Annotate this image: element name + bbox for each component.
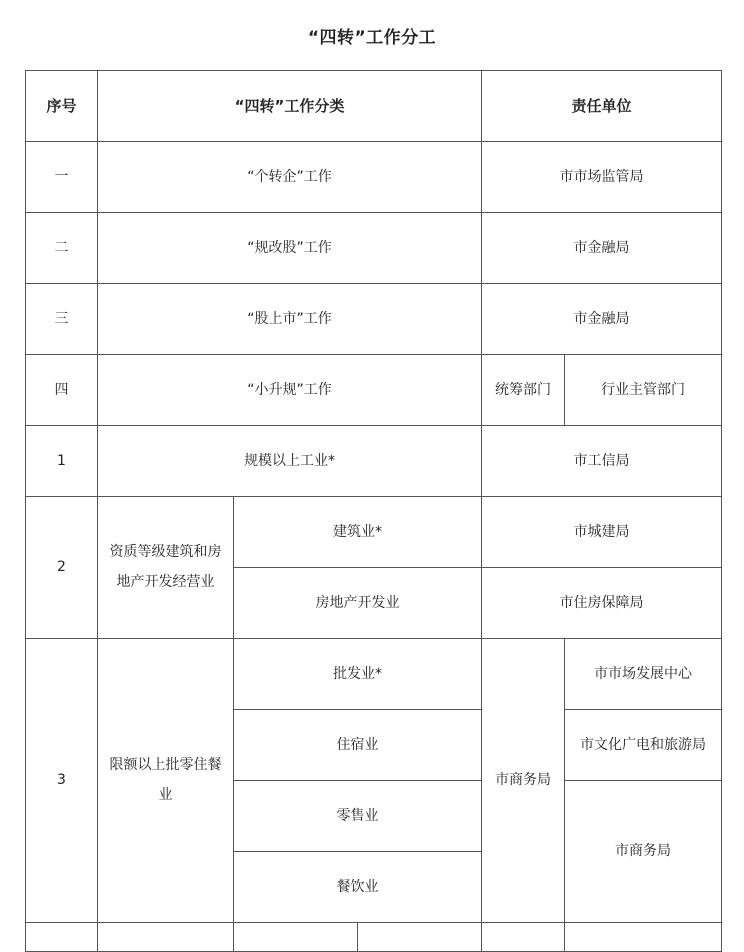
row-partial bbox=[564, 922, 722, 952]
row-subcategory: 批发业* bbox=[233, 638, 482, 710]
row-category: 规模以上工业* bbox=[97, 425, 482, 497]
row-group: 资质等级建筑和房地产开发经营业 bbox=[97, 496, 234, 639]
row-subcategory: 房地产开发业 bbox=[233, 567, 482, 639]
row-partial bbox=[357, 922, 482, 952]
header-unit: 责任单位 bbox=[481, 70, 722, 142]
row-subcategory: 餐饮业 bbox=[233, 851, 482, 923]
row-coordination-unit: 市商务局 bbox=[481, 638, 565, 923]
row-partial bbox=[233, 922, 358, 952]
row-seq: 一 bbox=[25, 141, 98, 213]
row-category: “股上市”工作 bbox=[97, 283, 482, 355]
row-partial bbox=[481, 922, 565, 952]
row-group: 限额以上批零住餐业 bbox=[97, 638, 234, 923]
row-category: “小升规”工作 bbox=[97, 354, 482, 426]
row-seq: 1 bbox=[25, 425, 98, 497]
row-seq: 二 bbox=[25, 212, 98, 284]
row-category: “个转企”工作 bbox=[97, 141, 482, 213]
row-unit-department: 行业主管部门 bbox=[564, 354, 722, 426]
page-title: “四转”工作分工 bbox=[307, 28, 437, 48]
header-category: “四转”工作分类 bbox=[97, 70, 482, 142]
row-unit: 市住房保障局 bbox=[481, 567, 722, 639]
row-seq: 四 bbox=[25, 354, 98, 426]
row-partial bbox=[97, 922, 234, 952]
row-partial bbox=[25, 922, 98, 952]
row-unit-coordination: 统筹部门 bbox=[481, 354, 565, 426]
row-category: “规改股”工作 bbox=[97, 212, 482, 284]
row-unit: 市城建局 bbox=[481, 496, 722, 568]
row-unit: 市市场发展中心 bbox=[564, 638, 722, 710]
row-seq: 3 bbox=[25, 638, 98, 923]
row-subcategory: 建筑业* bbox=[233, 496, 482, 568]
row-unit: 市市场监管局 bbox=[481, 141, 722, 213]
row-seq: 三 bbox=[25, 283, 98, 355]
row-seq: 2 bbox=[25, 496, 98, 639]
row-unit: 市金融局 bbox=[481, 212, 722, 284]
row-unit-merged: 市商务局 bbox=[564, 780, 722, 923]
row-subcategory: 住宿业 bbox=[233, 709, 482, 781]
row-unit: 市文化广电和旅游局 bbox=[564, 709, 722, 781]
header-seq: 序号 bbox=[25, 70, 98, 142]
row-subcategory: 零售业 bbox=[233, 780, 482, 852]
row-unit: 市工信局 bbox=[481, 425, 722, 497]
row-unit: 市金融局 bbox=[481, 283, 722, 355]
